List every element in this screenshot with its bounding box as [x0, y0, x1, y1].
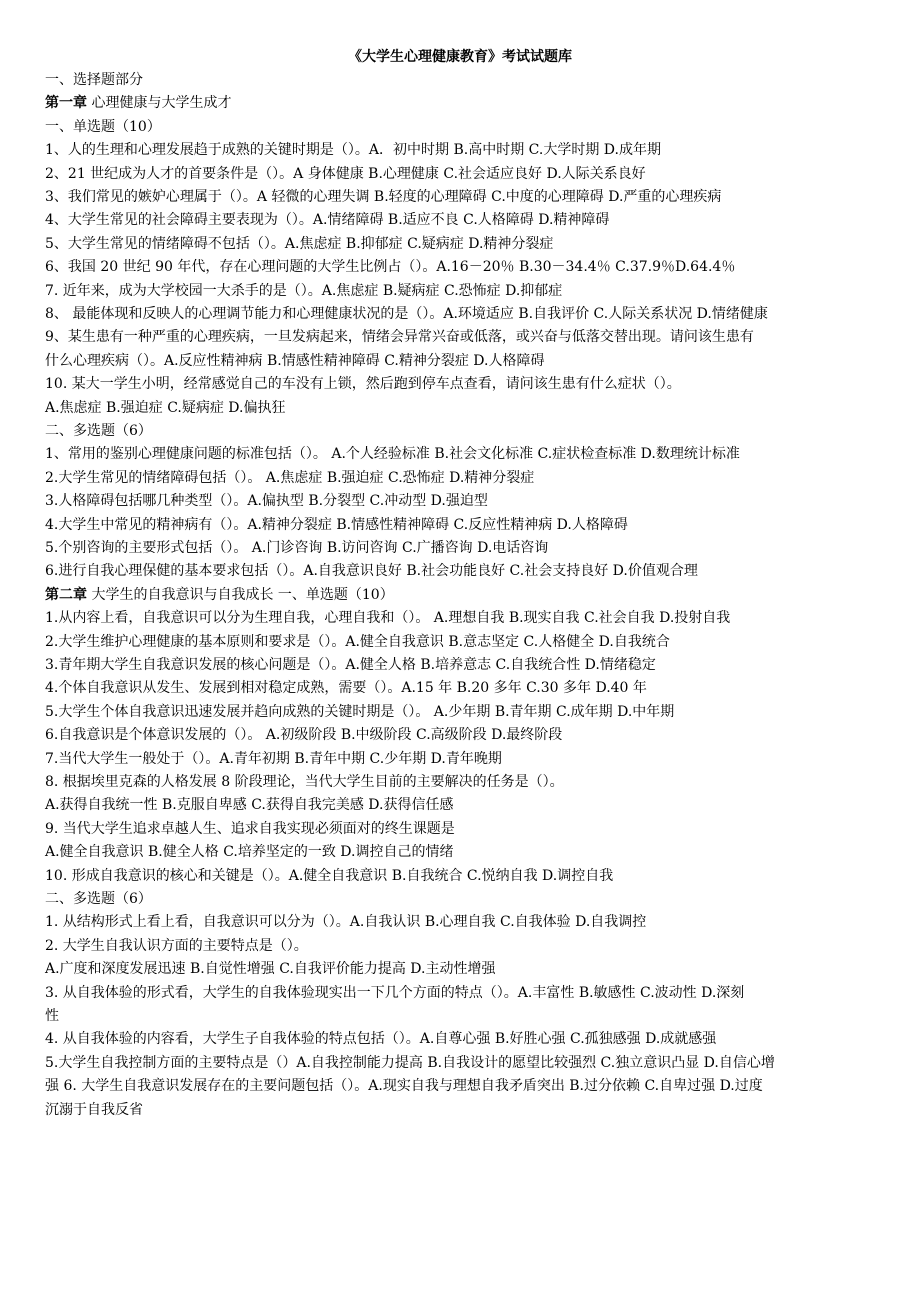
line-text: 8、 最能体现和反映人的心理调节能力和心理健康状况的是（）。A.环境适应 B.自我评价 C.人际关系状况 D.情绪健康	[45, 306, 768, 322]
text-line	[45, 959, 496, 979]
line-text: 7. 近年来，成为大学校园一大杀手的是（）。A.焦虑症 B.疑病症 C.恐怖症 D.抑郁症	[45, 282, 563, 299]
line-text: 3. 从自我体验的形式看，大学生的自我体验现实出一下几个方面的特点（）。A.丰富性 B.敏感性 C.波动性 D.深刻	[45, 984, 745, 1001]
line-text: 二、多选题（6）	[45, 891, 152, 907]
line-text: 6.进行自我心理保健的基本要求包括（）。A.自我意识良好 B.社会功能良好 C.社会支持良好 D.价值观合理	[45, 563, 698, 580]
text-line	[45, 702, 674, 722]
text-line	[45, 585, 394, 605]
text-line	[45, 772, 564, 792]
line-text: 7.当代大学生一般处于（）。A.青年初期 B.青年中期 C.少年期 D.青年晚期	[45, 750, 502, 767]
line-text: 2.大学生维护心理健康的基本原则和要求是（）。A.健全自我意识 B.意志坚定 C.人格健全 D.自我统合	[45, 633, 670, 650]
text-line	[45, 1076, 763, 1096]
line-text: 5、大学生常见的情绪障碍不包括（）。A.焦虑症 B.抑郁症 C.疑病症 D.精神分裂症	[45, 235, 554, 252]
line-text: 4. 从自我体验的内容看，大学生子自我体验的特点包括（）。A.自尊心强 B.好胜心强 C.孤独感强 D.成就感强	[45, 1031, 717, 1048]
text-line	[45, 210, 609, 230]
line-text: A.获得自我统一性 B.克服自卑感 C.获得自我完美感 D.获得信任感	[45, 797, 454, 814]
line-text: 性	[45, 1008, 59, 1024]
line-text: 一、选择题部分	[45, 72, 143, 88]
text-line	[45, 187, 721, 207]
text-line	[45, 912, 646, 932]
line-text: A.广度和深度发展迅速 B.自觉性增强 C.自我评价能力提高 D.主动性增强	[45, 961, 496, 978]
text-line	[45, 281, 562, 301]
text-line	[45, 983, 744, 1003]
line-text: 5.个别咨询的主要形式包括（）。 A.门诊咨询 B.访问咨询 C.广播咨询 D.电话咨询	[45, 540, 549, 556]
chapter-heading-text: 大学生的自我意识与自我成长 一、单选题（10）	[87, 586, 394, 603]
text-line	[45, 866, 613, 886]
text-line	[45, 257, 735, 277]
chapter-label: 第二章	[45, 586, 87, 603]
text-line	[45, 140, 661, 160]
line-text: 6.自我意识是个体意识发展的（）。 A.初级阶段 B.中级阶段 C.高级阶段 D.最终阶段	[45, 727, 563, 744]
text-line	[45, 398, 286, 418]
text-line	[45, 1006, 59, 1026]
text-line	[45, 795, 454, 815]
line-text: 沉溺于自我反省	[45, 1101, 143, 1118]
line-text: 强 6. 大学生自我意识发展存在的主要问题包括（）。A.现实自我与理想自我矛盾突出 B.过分依赖 C.自卑过强 D.过度	[45, 1078, 763, 1095]
line-text: 10. 形成自我意识的核心和关键是（）。A.健全自我意识 B.自我统合 C.悦纳自我 D.调控自我	[45, 867, 614, 884]
text-line	[45, 93, 231, 113]
text-line	[45, 164, 646, 184]
chapter-label: 第一章	[45, 95, 87, 112]
line-text: 9. 当代大学生追求卓越人生、追求自我实现必须面对的终生课题是	[45, 820, 455, 837]
line-text: 10. 某大一学生小明，经常感觉自己的车没有上锁，然后跑到停车点查看，请问该生患有什么症状（）。	[45, 376, 681, 393]
line-text: 2.大学生常见的情绪障碍包括（）。 A.焦虑症 B.强迫症 C.恐怖症 D.精神分裂症	[45, 469, 535, 486]
line-text: 3.人格障碍包括哪几种类型（）。A.偏执型 B.分裂型 C.冲动型 D.强迫型	[45, 493, 488, 510]
text-line	[45, 234, 553, 254]
text-line	[45, 608, 730, 628]
text-line	[45, 889, 152, 909]
text-line	[45, 421, 152, 441]
line-text: 3、我们常见的嫉妒心理属于（）。A 轻微的心理失调 B.轻度的心理障碍 C.中度的心理障碍 D.严重的心理疾病	[45, 189, 722, 205]
text-line	[45, 1053, 775, 1073]
text-line	[45, 749, 502, 769]
line-text: 5.大学生自我控制方面的主要特点是（）A.自我控制能力提高 B.自我设计的愿望比较强烈 C.独立意识凸显 D.自信心增	[45, 1054, 775, 1071]
line-text: A.焦虑症 B.强迫症 C.疑病症 D.偏执狂	[45, 399, 286, 416]
text-line	[45, 842, 454, 862]
text-line	[45, 515, 628, 535]
text-line	[45, 1100, 143, 1120]
text-line	[45, 678, 647, 698]
text-line	[45, 655, 656, 675]
text-line	[45, 1029, 716, 1049]
text-line	[45, 725, 562, 745]
line-text: 一、单选题（10）	[45, 118, 161, 135]
document-title: 《大学生心理健康教育》考试试题库	[348, 49, 572, 65]
line-text: 2. 大学生自我认识方面的主要特点是（）。	[45, 937, 308, 954]
line-text: 2、21 世纪成为人才的首要条件是（）。A 身体健康 B.心理健康 C.社会适应良好 D.人际关系良好	[45, 165, 646, 182]
line-text: 3.青年期大学生自我意识发展的核心问题是（）。A.健全人格 B.培养意志 C.自我统合性 D.情绪稳定	[45, 657, 656, 673]
line-text: 1. 从结构形式上看上看，自我意识可以分为（）。A.自我认识 B.心理自我 C.自我体验 D.自我调控	[45, 914, 647, 931]
text-line	[45, 936, 308, 956]
line-text: 4.个体自我意识从发生、发展到相对稳定成熟，需要（）。A.15 年 B.20 多年 C.30 多年 D.40 年	[45, 680, 647, 697]
text-line	[45, 117, 161, 137]
line-text: 8. 根据埃里克森的人格发展 8 阶段理论，当代大学生目前的主要解决的任务是（）。	[45, 774, 564, 790]
line-text: 5.大学生个体自我意识迅速发展并趋向成熟的关键时期是（）。 A.少年期 B.青年期 C.成年期 D.中年期	[45, 703, 675, 720]
text-line	[45, 632, 670, 652]
line-text: 4、大学生常见的社会障碍主要表现为（）。A.情绪障碍 B.适应不良 C.人格障碍 D.精神障碍	[45, 212, 610, 229]
line-text: 4.大学生中常见的精神病有（）。A.精神分裂症 B.情感性精神障碍 C.反应性精神病 D.人格障碍	[45, 516, 628, 533]
line-text: 1.从内容上看，自我意识可以分为生理自我，心理自我和（）。 A.理想自我 B.现实自我 C.社会自我 D.投射自我	[45, 610, 731, 627]
line-text: 1、常用的鉴别心理健康问题的标准包括（）。 A.个人经验标准 B.社会文化标准 C.症状检查标准 D.数理统计标准	[45, 446, 740, 463]
line-text: 二、多选题（6）	[45, 423, 152, 439]
text-line	[45, 468, 534, 488]
text-line	[45, 538, 548, 558]
text-line	[45, 561, 698, 581]
line-text: 6、我国 20 世纪 90 年代，存在心理问题的大学生比例占（）。A.16－20％ B.30－34.4％ C.37.9％D.64.4％	[45, 259, 736, 276]
text-line	[45, 70, 143, 90]
text-line	[45, 327, 754, 347]
text-line	[45, 374, 681, 394]
line-text: 什么心理疾病（）。A.反应性精神病 B.情感性精神障碍 C.精神分裂症 D.人格障碍	[45, 352, 545, 369]
text-line	[45, 491, 488, 511]
text-line	[45, 444, 740, 464]
text-line	[45, 819, 455, 839]
line-text: 1、人的生理和心理发展趋于成熟的关键时期是（）。A．初中时期 B.高中时期 C.大学时期 D.成年期	[45, 142, 661, 159]
text-line	[45, 351, 545, 371]
chapter-heading-text: 心理健康与大学生成才	[87, 95, 232, 112]
line-text: A.健全自我意识 B.健全人格 C.培养坚定的一致 D.调控自己的情绪	[45, 844, 454, 861]
line-text: 9、某生患有一种严重的心理疾病，一旦发病起来，情绪会异常兴奋或低落，或兴奋与低落交替出现。请问该生患有	[45, 329, 754, 346]
text-line	[45, 304, 768, 324]
